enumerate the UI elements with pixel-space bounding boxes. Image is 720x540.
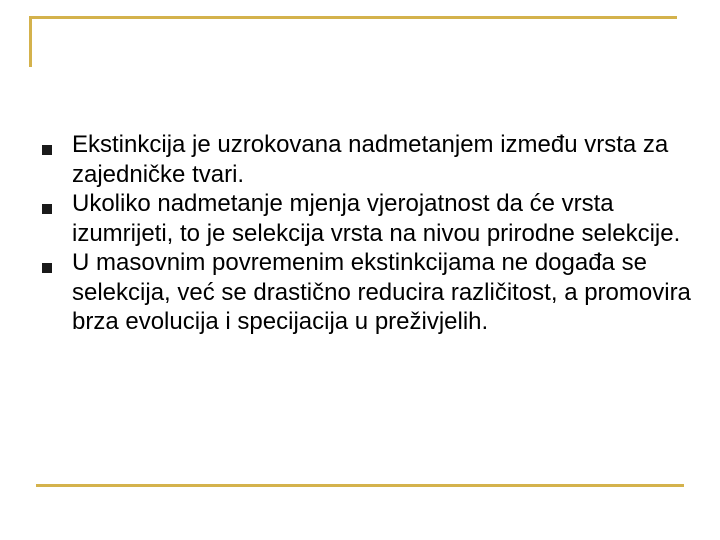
- bullet-list: [42, 130, 692, 337]
- bullet-text: Ekstinkcija je uzrokovana nadmetanjem između vrsta za zajedničke tvari.: [72, 131, 669, 188]
- square-bullet-icon: [42, 263, 52, 273]
- list-item: [42, 130, 692, 189]
- square-bullet-icon: [42, 204, 52, 214]
- bullet-text: U masovnim povremenim ekstinkcijama ne događa se selekcija, već se drastično reducira različitost, a promovira brza evolucija i specijacija u preživjelih.: [72, 249, 691, 335]
- list-item: [42, 248, 692, 337]
- bullet-text: Ukoliko nadmetanje mjenja vjerojatnost da će vrsta izumrijeti, to je selekcija vrsta na nivou prirodne selekcije.: [72, 190, 681, 247]
- square-bullet-icon: [42, 145, 52, 155]
- list-item: [42, 189, 692, 248]
- top-decorative-rule: [29, 16, 677, 19]
- left-decorative-rule: [29, 16, 32, 67]
- bottom-decorative-rule: [36, 484, 684, 487]
